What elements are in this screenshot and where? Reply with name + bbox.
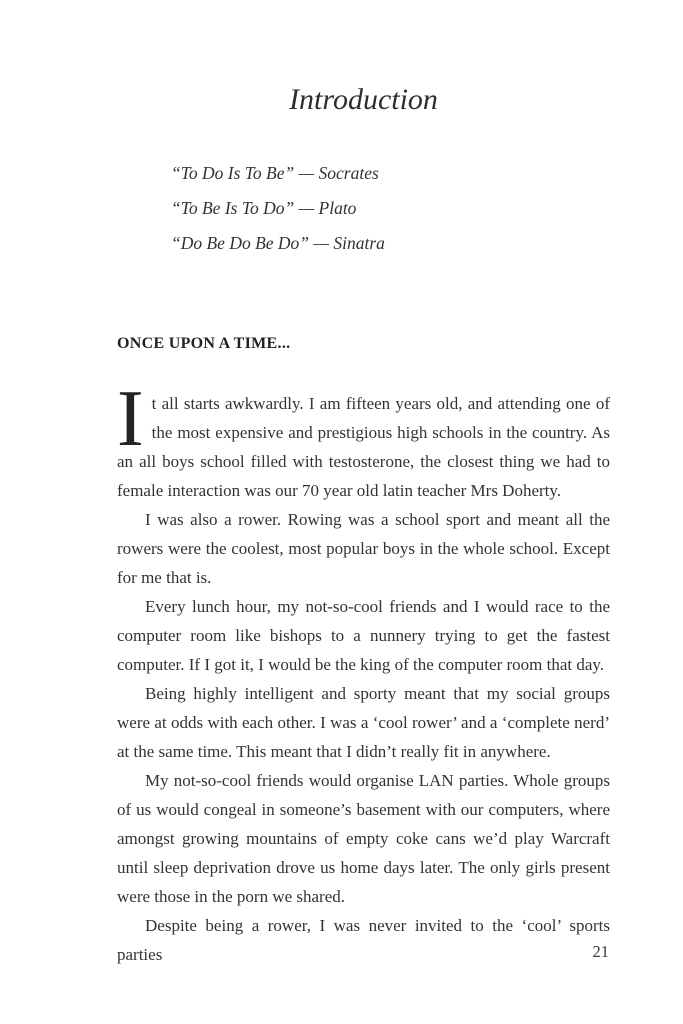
epigraph-socrates: “To Do Is To Be” — Socrates [171, 163, 379, 183]
paragraph: Every lunch hour, my not-so-cool friends and I would race to the computer room like bishops to a nunnery trying to get the fastest computer. If I got it, I would be the king of the computer room that day. [117, 597, 610, 674]
epigraph-block [171, 156, 610, 261]
epigraph-plato: “To Be Is To Do” — Plato [171, 198, 357, 218]
paragraph: Despite being a rower, I was never invited to the ‘cool’ sports parties [117, 916, 610, 964]
section-heading: ONCE UPON A TIME... [117, 335, 291, 352]
paragraph: My not-so-cool friends would organise LAN parties. Whole groups of us would congeal in someone’s basement with our computers, where amongst growing mountains of empty coke cans we’d play Warcraft until sleep deprivation drove us home days later. The only girls present were those in the porn we shared. [117, 771, 610, 906]
paragraph: I was also a rower. Rowing was a school sport and meant all the rowers were the coolest, most popular boys in the whole school. Except for me that is. [117, 510, 610, 587]
chapter-title: Introduction [289, 83, 438, 116]
paragraph: Being highly intelligent and sporty meant that my social groups were at odds with each other. I was a ‘cool rower’ and a ‘complete nerd’ at the same time. This meant that I didn’t really fit in anywhere. [117, 684, 610, 761]
epigraph-sinatra: “Do Be Do Be Do” — Sinatra [171, 233, 385, 253]
paragraph-opening [117, 375, 610, 505]
drop-cap: I [117, 375, 144, 463]
body-text [117, 375, 610, 969]
page-number: 21 [592, 942, 609, 961]
text-block [117, 0, 610, 969]
paragraph-opening-text: t all starts awkwardly. I am fifteen years old, and attending one of the most expensive and prestigious high schools in the country. As an all boys school filled with testosterone, the closest thing we had to female interaction was our 70 year old latin teacher Mrs Doherty. [117, 394, 610, 500]
